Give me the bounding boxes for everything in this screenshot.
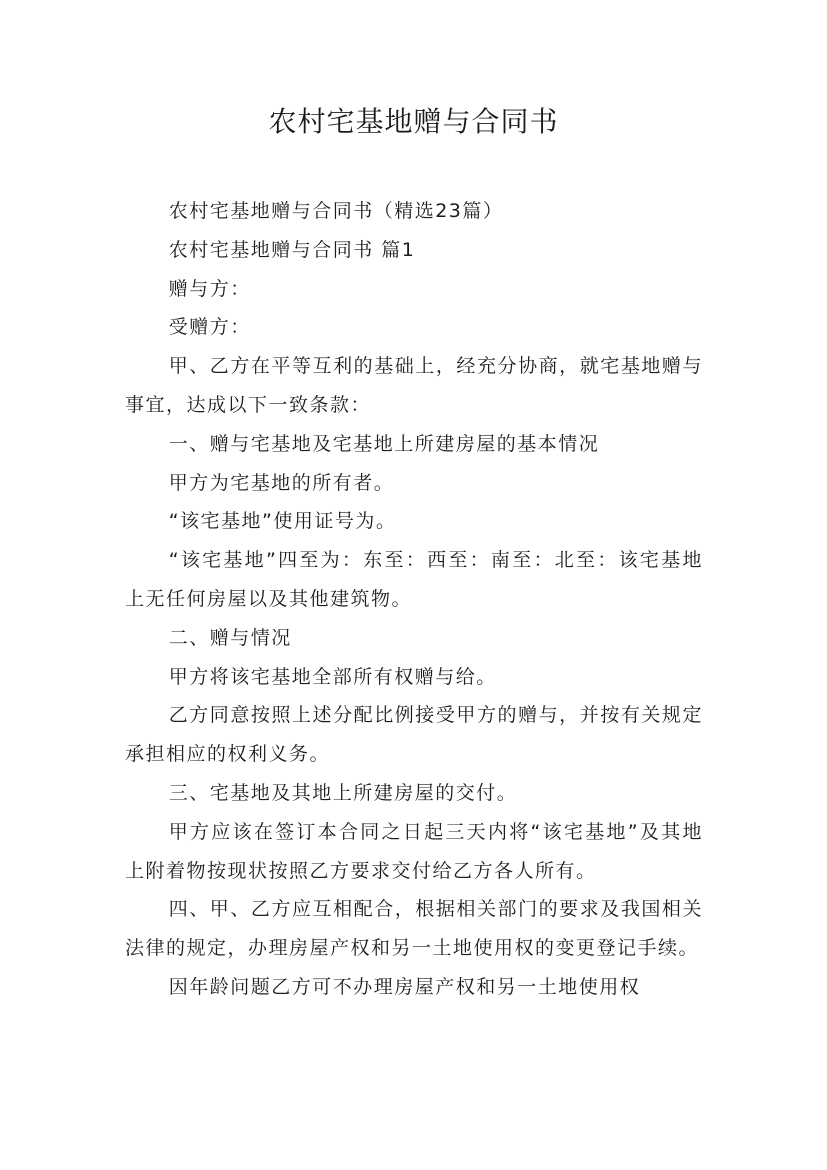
document-body [125, 192, 703, 1007]
paragraph-certificate: “该宅基地”使用证号为。 [168, 510, 397, 533]
paragraph-clause-2-heading: 二、赠与情况 [168, 626, 292, 649]
paragraph-clause-4: 四、甲、乙方应互相配合，根据相关部门的要求及我国相关法律的规定，办理房屋产权和另一土地使用权的变更登记手续。 [125, 898, 703, 960]
paragraph-gift: 甲方将该宅基地全部所有权赠与给。 [168, 665, 497, 688]
paragraph-clause-3-heading: 三、宅基地及其地上所建房屋的交付。 [168, 781, 518, 804]
paragraph-subtitle: 农村宅基地赠与合同书（精选23篇） [168, 200, 504, 222]
paragraph-delivery: 甲方应该在签订本合同之日起三天内将“该宅基地”及其地上附着物按现状按照乙方要求交付给乙方各人所有。 [125, 820, 703, 882]
paragraph-age-note: 因年龄问题乙方可不办理房屋产权和另一土地使用权 [168, 975, 641, 998]
paragraph-owner: 甲方为宅基地的所有者。 [168, 471, 395, 494]
paragraph-recipient: 受赠方： [168, 316, 251, 339]
document-title: 农村宅基地赠与合同书 [268, 105, 559, 138]
paragraph-acceptance: 乙方同意按照上述分配比例接受甲方的赠与，并按有关规定承担相应的权利义务。 [125, 704, 703, 766]
paragraph-section-heading: 农村宅基地赠与合同书 篇1 [168, 238, 416, 261]
paragraph-preamble: 甲、乙方在平等互利的基础上，经充分协商，就宅基地赠与事宜，达成以下一致条款： [125, 355, 703, 416]
paragraph-boundaries: “该宅基地”四至为：东至：西至：南至：北至：该宅基地上无任何房屋以及其他建筑物。 [125, 549, 703, 610]
paragraph-donor: 赠与方： [168, 277, 251, 300]
paragraph-clause-1-heading: 一、赠与宅基地及宅基地上所建房屋的基本情况 [168, 432, 600, 455]
